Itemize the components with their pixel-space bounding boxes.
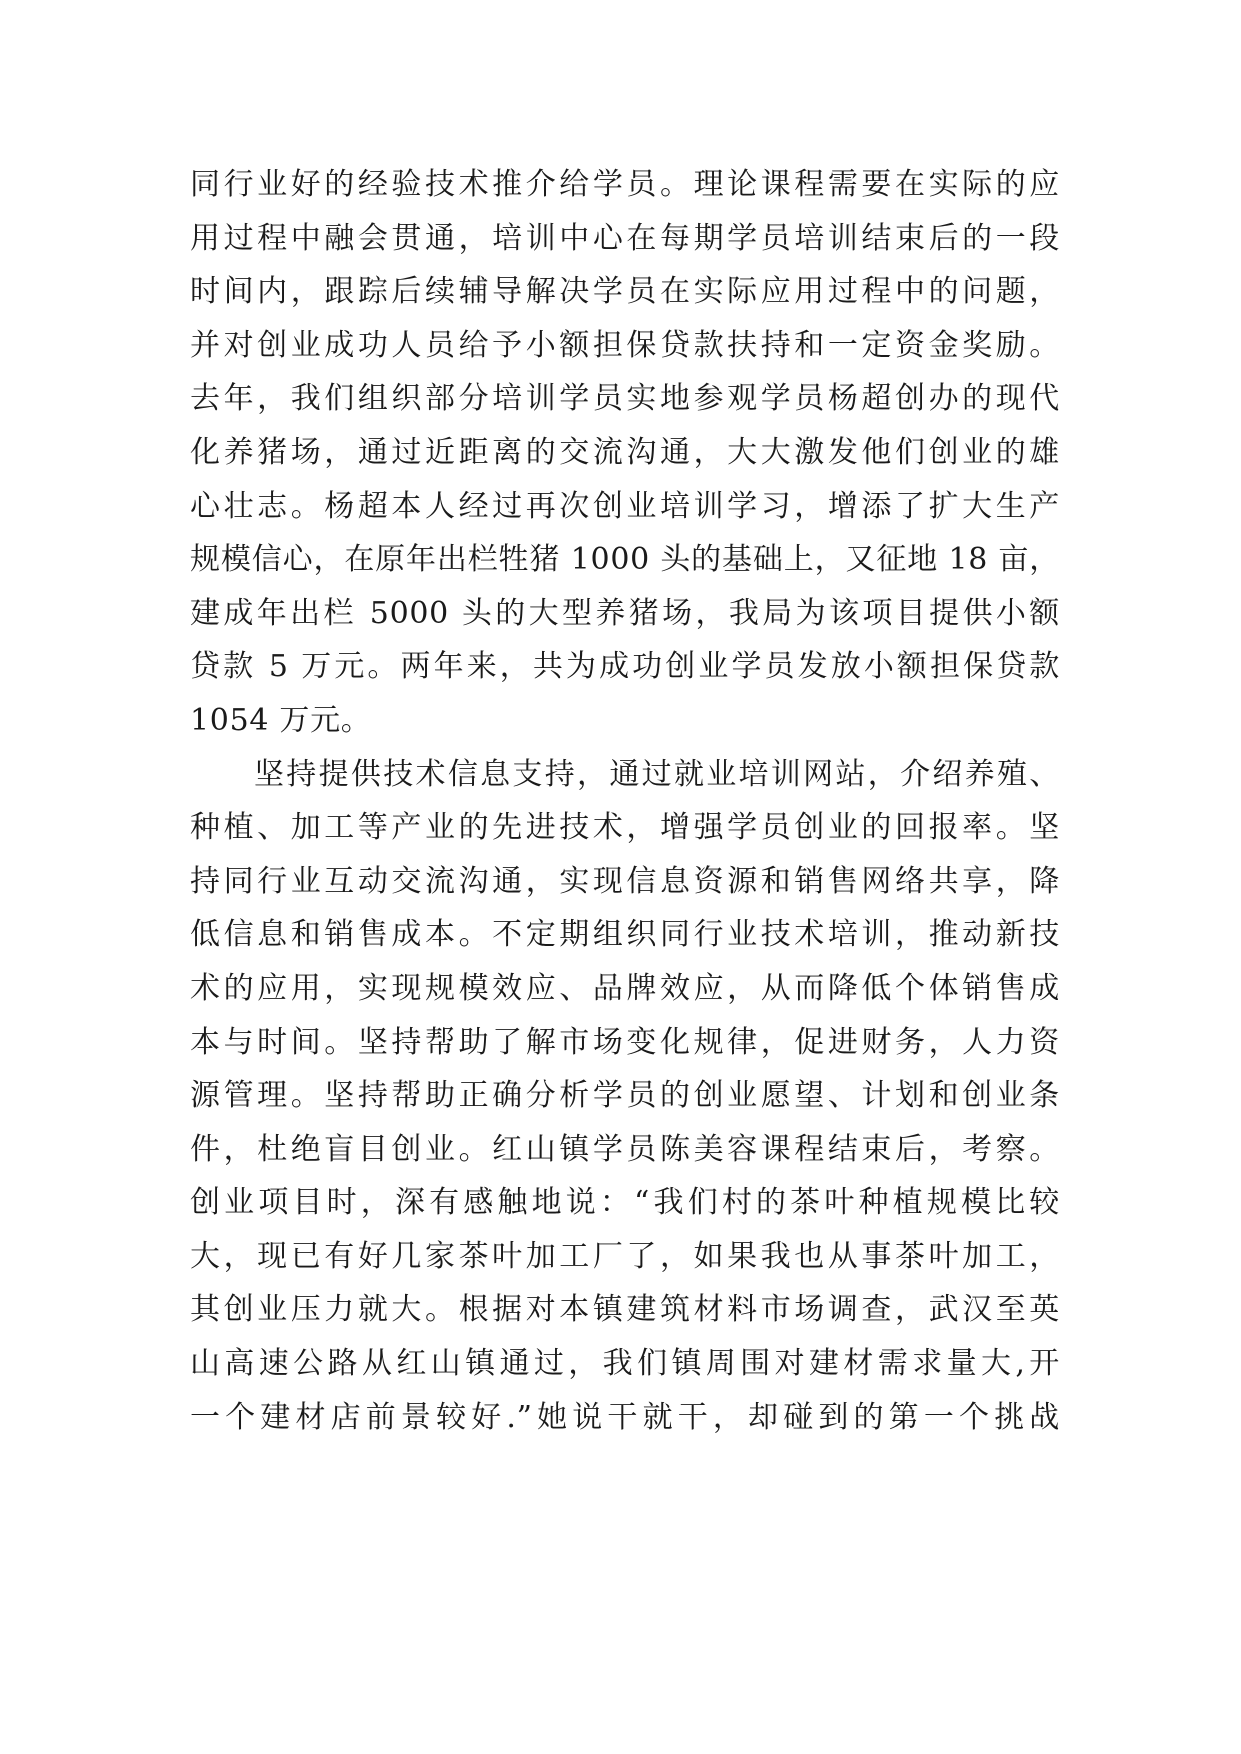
text-line: 件，杜绝盲目创业。红山镇学员陈美容课程结束后，考察。 [190,1131,1060,1167]
text-line: 创业项目时，深有感触地说：“我们村的茶叶种植规模比较 [190,1185,1060,1221]
text-line: 低信息和销售成本。不定期组织同行业技术培训，推动新技 [190,917,1060,953]
text-line: 时间内，跟踪后续辅导解决学员在实际应用过程中的问题， [190,274,1060,310]
text-line: 规模信心，在原年出栏牲猪 1000 头的基础上，又征地 18 亩， [190,542,1060,578]
text-line: 术的应用，实现规模效应、品牌效应，从而降低个体销售成 [190,970,1060,1006]
text-line: 源管理。坚持帮助正确分析学员的创业愿望、计划和创业条 [190,1078,1060,1114]
text-line: 化养猪场，通过近距离的交流沟通，大大激发他们创业的雄 [190,434,1060,470]
body-text [190,158,1060,1444]
text-line: 一个建材店前景较好.”她说干就干，却碰到的第一个挑战 [190,1399,1060,1435]
paragraph-first-line: 坚持提供技术信息支持，通过就业培训网站，介绍养殖、 [254,756,1060,792]
text-line: 山高速公路从红山镇通过，我们镇周围对建材需求量大,开 [190,1346,1060,1382]
text-line: 本与时间。坚持帮助了解市场变化规律，促进财务，人力资 [190,1024,1060,1060]
text-line: 建成年出栏 5000 头的大型养猪场，我局为该项目提供小额 [190,595,1060,631]
text-line: 大，现已有好几家茶叶加工厂了，如果我也从事茶叶加工， [190,1238,1060,1274]
text-line: 同行业好的经验技术推介给学员。理论课程需要在实际的应 [190,167,1060,202]
text-line: 贷款 5 万元。两年来，共为成功创业学员发放小额担保贷款 [190,649,1060,685]
text-line: 其创业压力就大。根据对本镇建筑材料市场调查，武汉至英 [190,1292,1060,1328]
text-line: 种植、加工等产业的先进技术，增强学员创业的回报率。坚 [190,810,1060,846]
text-line: 并对创业成功人员给予小额担保贷款扶持和一定资金奖励。 [190,327,1060,363]
text-line: 去年，我们组织部分培训学员实地参观学员杨超创办的现代 [190,381,1060,417]
text-line: 用过程中融会贯通，培训中心在每期学员培训结束后的一段 [190,220,1060,256]
text-line: 1054 万元。 [190,702,372,738]
text-line: 持同行业互动交流沟通，实现信息资源和销售网络共享，降 [190,863,1060,899]
text-line: 心壮志。杨超本人经过再次创业培训学习，增添了扩大生产 [190,488,1060,524]
